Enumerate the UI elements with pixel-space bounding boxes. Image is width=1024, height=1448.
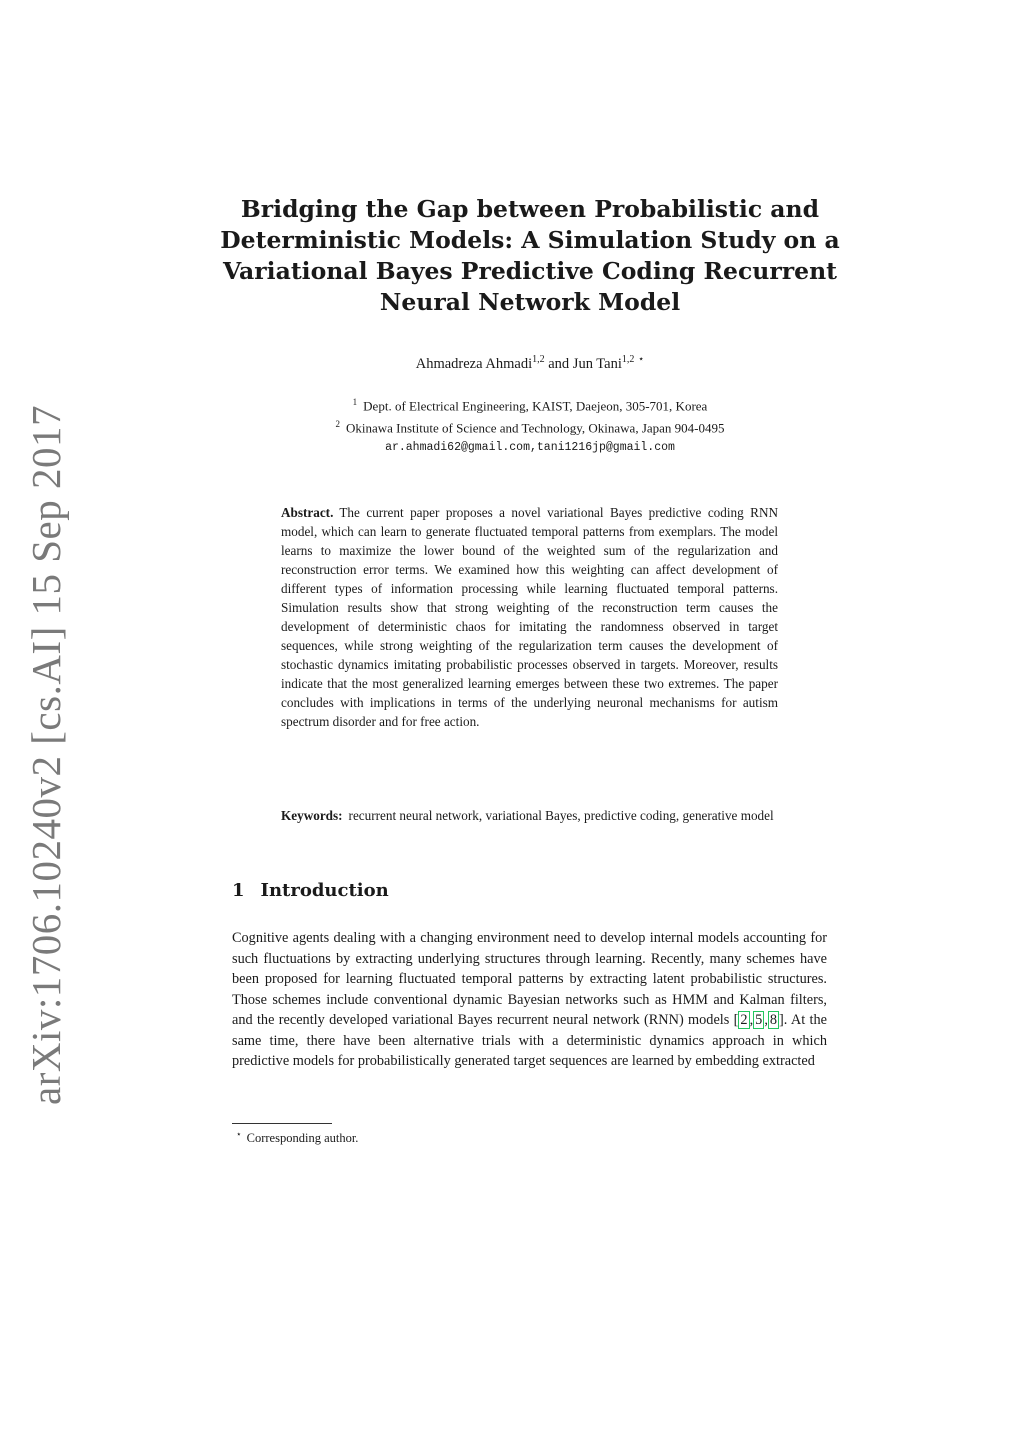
corresponding-star: ⋆: [638, 354, 645, 365]
keywords-label: Keywords:: [281, 808, 343, 823]
intro-text: ]. At the same time, there have been alternative trials with a deterministic dynamics approach in which predictive models for probabilistically generated target sequences are learned by embedding extracted: [232, 1012, 827, 1069]
keywords: [281, 806, 778, 825]
affiliation-line: $^2$ Okinawa Institute of Science and Technology, Okinawa, Japan 904-0495: [335, 419, 725, 436]
citation-link[interactable]: 2: [740, 1012, 748, 1028]
citation-link[interactable]: 8: [769, 1012, 778, 1028]
paper-title: Bridging the Gap between Probabilistic and Deterministic Models: A Simulation Study on a Variational Bayes Predictive Coding Recurrent Neural Network Model: [220, 195, 840, 316]
author-conjunction: and: [548, 355, 570, 372]
author-name: Ahmadreza Ahmadi: [415, 355, 533, 372]
footnote-text: Corresponding author.: [246, 1131, 359, 1146]
abstract-text: The current paper proposes a novel variational Bayes predictive coding RNN model, which can learn to generate fluctuated temporal patterns from exemplars. The model learns to maximize the lower bound of the weighted sum of the regularization and reconstruction error terms. We examined how this weighting can affect development of different types of information processing while learning fluctuated temporal patterns. Simulation results show that strong weighting of the reconstruction term causes the development of deterministic chaos for imitating the randomness observed in target sequences, while strong weighting of the regularization term causes the development of stochastic dynamics imitating probabilistic processes observed in targets. Moreover, results indicate that the most generalized learning emerges between these two extremes. The paper concludes with implications in terms of the underlying neuronal mechanisms for autism spectrum disorder and for free action.: [281, 505, 778, 729]
intro-text: Cognitive agents dealing with a changing environment need to develop internal models accounting for such fluctuations by extracting underlying structures through learning. Recently, many schemes have been proposed for learning fluctuated temporal patterns by extracting latent probabilistic structures. Those schemes include conventional dynamic Bayesian networks such as HMM and Kalman filters, and the recently developed variational Bayes recurrent neural network (RNN) models [: [232, 930, 827, 1028]
citation-link[interactable]: 5: [755, 1012, 763, 1028]
author-affil-sup: 1,2: [621, 354, 635, 365]
arxiv-stamp: arXiv:1706.10240v2 [cs.AI] 15 Sep 2017: [23, 405, 69, 1105]
keywords-text: recurrent neural network, variational Bayes, predictive coding, generative model: [348, 808, 774, 823]
section-title: Introduction: [260, 880, 389, 901]
affiliations: [215, 393, 845, 457]
footnote-mark: ⋆: [236, 1129, 242, 1139]
author-name: Jun Tani: [572, 355, 622, 372]
affiliation-line: $^1$ Dept. of Electrical Engineering, KAIST, Daejeon, 305-701, Korea: [352, 397, 708, 414]
abstract-label: Abstract.: [281, 505, 334, 520]
footnote: [236, 1129, 358, 1146]
abstract: [281, 503, 778, 731]
introduction-paragraph: Cognitive agents dealing with a changing environment need to develop internal models accounting for such fluctuations by extracting underlying structures through learning. Recently, many schemes have been proposed for learning fluctuated temporal patterns by extracting latent probabilistic structures. Those schemes include conventional dynamic Bayesian networks such as HMM and Kalman filters, and the recently developed variational Bayes recurrent neural network (RNN) models [ 2 , 5 , 8 ]. At the same time, there have been alternative trials with a deterministic dynamics approach in which predictive models for probabilistically generated target sequences are learned by embedding extracted: [232, 930, 827, 1069]
author-emails: ar.ahmadi62@gmail.com,tani1216jp@gmail.com: [385, 440, 675, 454]
author-line: [215, 354, 845, 373]
author-affil-sup: 1,2: [532, 354, 545, 365]
section-number: 1: [232, 880, 245, 901]
footnote-rule: [232, 1123, 332, 1124]
section-heading-introduction: [232, 880, 389, 901]
